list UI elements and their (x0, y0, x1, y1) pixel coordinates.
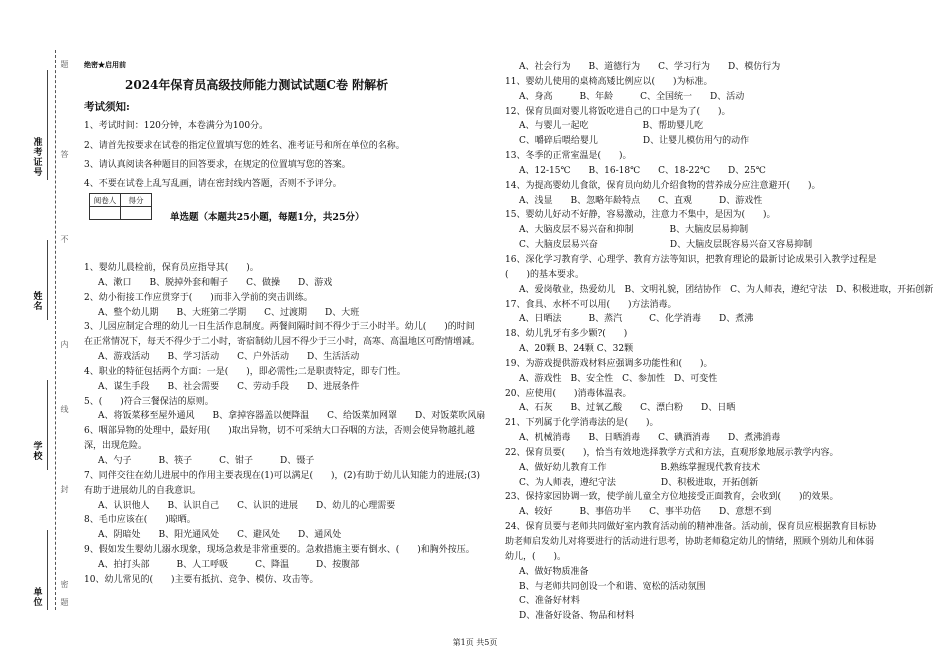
answer-options[interactable]: A、认识他人 B、认识自己 C、认识的进展 D、幼儿的心理需要 (98, 500, 396, 511)
score-cell[interactable] (121, 207, 152, 220)
question-text: 19、为游戏提供游戏材料应强调多功能性和( )。 (505, 358, 713, 369)
answer-options[interactable]: A、游戏活动 B、学习活动 C、户外活动 D、生活活动 (98, 352, 360, 363)
exam-number-field[interactable] (47, 70, 48, 180)
question-text: 2、幼小衔接工作应贯穿于( )而非入学前的突击训练。 (84, 292, 313, 303)
answer-options[interactable]: A、爱岗敬业，热爱幼儿 B、文明礼貌，团结协作 C、为人师表，遵纪守法 D、积极进取，开拓创新 (519, 284, 934, 295)
answer-options[interactable]: A、社会行为 B、道德行为 C、学习行为 D、模仿行为 (519, 62, 781, 72)
question-text: 1、婴幼儿晨检前，保育员应指导其( )。 (84, 263, 259, 273)
answer-options[interactable]: A、20颗 B、24颗 C、32颗 (519, 344, 634, 355)
question-text: 15、婴幼儿好动不好静，容易激动，注意力不集中，是因为( )。 (505, 210, 776, 221)
question-text: 7、同伴交往在幼儿进展中的作用主要表现在(1)可以满足( )，(2)有助于幼儿认知能力的进展;(3)有助于进展幼儿的自我意识。 (84, 470, 481, 496)
answer-options[interactable]: A、较好 B、事倍功半 C、事半功倍 D、意想不到 (519, 507, 772, 518)
answer-options[interactable]: A、漱口 B、脱掉外套和帽子 C、做操 D、游戏 (98, 277, 333, 288)
secret-label: 绝密★启用前 (84, 60, 126, 69)
answer-options[interactable]: A、勺子 B、筷子 C、钳子 D、镊子 (98, 455, 315, 466)
seal-note: 题 (60, 60, 69, 69)
reviewer-cell[interactable] (90, 207, 121, 220)
seal-note: 封 (60, 485, 69, 494)
binding-label-name: 姓名 (33, 292, 43, 312)
answer-options[interactable]: D、准备好设备、物品和材料 (519, 611, 635, 622)
binding-label-exam-number: 准考证号 (33, 138, 43, 178)
question-text: 14、为提高婴幼儿食欲，保育员向幼儿介绍食物的营养成分应注意避开( )。 (505, 180, 821, 191)
question-text: 11、婴幼儿使用的桌椅高矮比例应以( )为标准。 (505, 76, 713, 87)
question-column-left (84, 261, 486, 588)
answer-options[interactable]: A、机械消毒 B、日晒消毒 C、碘酒消毒 D、煮沸消毒 (519, 433, 781, 444)
score-header: 得分 (121, 194, 152, 207)
answer-options[interactable]: C、嚼碎后喂给婴儿 D、让婴儿模仿用勺的动作 (519, 136, 750, 147)
question-text: 24、保育员要与老师共同做好室内教育活动前的精神准备。活动前，保育员应根据教育目标协助老师启发幼儿对将要进行的活动进行思考，协助老师稳定幼儿的情绪，照顾个别幼儿和体弱幼儿，( )。 (505, 522, 877, 562)
question-text: 22、保育员要( )，恰当有效地选择教学方式和方法，直观形象地展示教学内容。 (505, 447, 839, 458)
answer-options[interactable]: A、日晒法 B、蒸汽 C、化学消毒 D、煮沸 (519, 314, 754, 325)
answer-options[interactable]: A、拍打头部 B、人工呼吸 C、降温 D、按腹部 (98, 559, 360, 570)
seal-note: 密 (60, 580, 69, 589)
notice-item: 3、请认真阅读各种题目的回答要求，在规定的位置填写您的答案。 (84, 160, 351, 170)
question-text: 16、深化学习教育学、心理学、教育方法等知识，把教育理论的最新讨论成果引入教学过程是( )的基本要求。 (505, 254, 877, 280)
notice-heading: 考试须知: (84, 101, 130, 113)
seal-note: 答 (60, 150, 69, 159)
unit-field[interactable] (47, 530, 48, 610)
seal-note: 内 (60, 340, 69, 349)
reviewer-header: 阅卷人 (90, 194, 121, 207)
question-text: 3、儿园应制定合理的幼儿一日生活作息制度。两餐间隔时间不得少于三小时半。幼儿( )的时间在正常情况下，每天不得少于二小时，寄宿制幼儿园不得少于三小时，高寒、高温地区可酌情增减。 (84, 322, 481, 348)
seal-note: 不 (60, 235, 69, 244)
binding-margin (0, 0, 72, 671)
answer-options[interactable]: A、谋生手段 B、社会需要 C、劳动手段 D、进展条件 (98, 381, 360, 392)
answer-options[interactable]: A、阴暗处 B、阳光通风处 C、避风处 D、通风处 (98, 530, 342, 541)
answer-options[interactable]: A、身高 B、年龄 C、全国统一 D、活动 (519, 91, 745, 102)
answer-options[interactable]: C、准备好材料 (519, 596, 580, 607)
notice-item: 2、请首先按要求在试卷的指定位置填写您的姓名、准考证号和所在单位的名称。 (84, 141, 405, 151)
answer-options[interactable]: A、将饭菜移至屋外通风 B、拿掉容器盖以便降温 C、给饭菜加网罩 D、对饭菜吹风扇 (98, 411, 486, 422)
binding-label-school: 学校 (33, 442, 43, 462)
question-column-right (505, 60, 934, 624)
question-text: 23、保持家园协调一致，使学前儿童全方位地接受正面教育，会收到( )的效果。 (505, 492, 839, 503)
question-text: 4、职业的特征包括两个方面：一是( )，即必需性;二是职责特定，即专门性。 (84, 366, 406, 377)
question-text: 13、冬季的正常室温是( )。 (505, 151, 632, 162)
question-text: 6、咽部异物的处理中，最好用( )取出异物，切不可采纳大口吞咽的方法，否则会使异物越扎越深，出现危险。 (84, 426, 475, 452)
page-footer: 第1页 共5页 (452, 638, 498, 647)
section-heading: 单选题（本题共25小题，每题1分，共25分） (170, 212, 365, 223)
question-text: 10、幼儿常见的( )主要有抵抗、竞争、模仿、攻击等。 (84, 574, 319, 585)
question-text: 20、应使用( )消毒体温表。 (505, 388, 632, 399)
score-table (89, 193, 152, 220)
answer-options[interactable]: A、与婴儿一起吃 B、帮助婴儿吃 (519, 121, 704, 132)
answer-options[interactable]: A、做好幼儿教育工作 B.熟练掌握现代教育技术 (519, 462, 760, 473)
question-text: 21、下列属于化学消毒法的是( )。 (505, 418, 659, 429)
question-text: 18、幼儿乳牙有多少颗?( ) (505, 329, 628, 340)
answer-options[interactable]: A、做好物质准备 (519, 566, 589, 577)
question-text: 5、( )符合三餐保洁的原则。 (84, 396, 214, 407)
question-text: 12、保育员面对婴儿将饭吃进自己的口中是为了( )。 (505, 106, 731, 117)
question-text: 17、食具、水杯不可以用( )方法消毒。 (505, 299, 677, 310)
answer-options[interactable]: A、石灰 B、过氧乙酸 C、漂白粉 D、日晒 (519, 403, 736, 414)
answer-options[interactable]: B、与老师共同创设一个和谐、宽松的活动氛围 (519, 581, 706, 592)
notice-item: 1、考试时间：120分钟，本卷满分为100分。 (84, 121, 269, 131)
question-text: 9、假如发生婴幼儿溺水现象，现场急救是非常重要的。急救措施主要有倒水、( )和胸外按压。 (84, 545, 475, 556)
answer-options[interactable]: C、为人师表，遵纪守法 D、积极进取，开拓创新 (519, 477, 759, 488)
answer-options[interactable]: A、游戏性 B、安全性 C、参加性 D、可变性 (519, 373, 718, 384)
name-field[interactable] (47, 240, 48, 320)
seal-note: 题 (60, 598, 69, 607)
page-title: 2024年保育员高级技师能力测试试题C卷 附解析 (125, 78, 389, 92)
answer-options[interactable]: A、大脑皮层不易兴奋和抑制 B、大脑皮层易抑制 (519, 225, 749, 236)
answer-options[interactable]: A、12-15℃ B、16-18℃ C、18-22℃ D、25℃ (519, 165, 766, 176)
seal-line (55, 50, 56, 610)
notice-item: 4、不要在试卷上乱写乱画，请在密封线内答题，否则不予评分。 (84, 179, 342, 189)
question-text: 8、毛巾应该在( )晾晒。 (84, 515, 196, 526)
binding-label-unit: 单位 (33, 588, 43, 608)
school-field[interactable] (47, 380, 48, 470)
answer-options[interactable]: C、大脑皮层易兴奋 D、大脑皮层既容易兴奋又容易抑制 (519, 240, 813, 251)
answer-options[interactable]: A、浅显 B、忽略年龄特点 C、直观 D、游戏性 (519, 195, 763, 206)
seal-note: 线 (60, 405, 69, 414)
answer-options[interactable]: A、整个幼儿期 B、大班第二学期 C、过渡期 D、大班 (98, 307, 360, 318)
